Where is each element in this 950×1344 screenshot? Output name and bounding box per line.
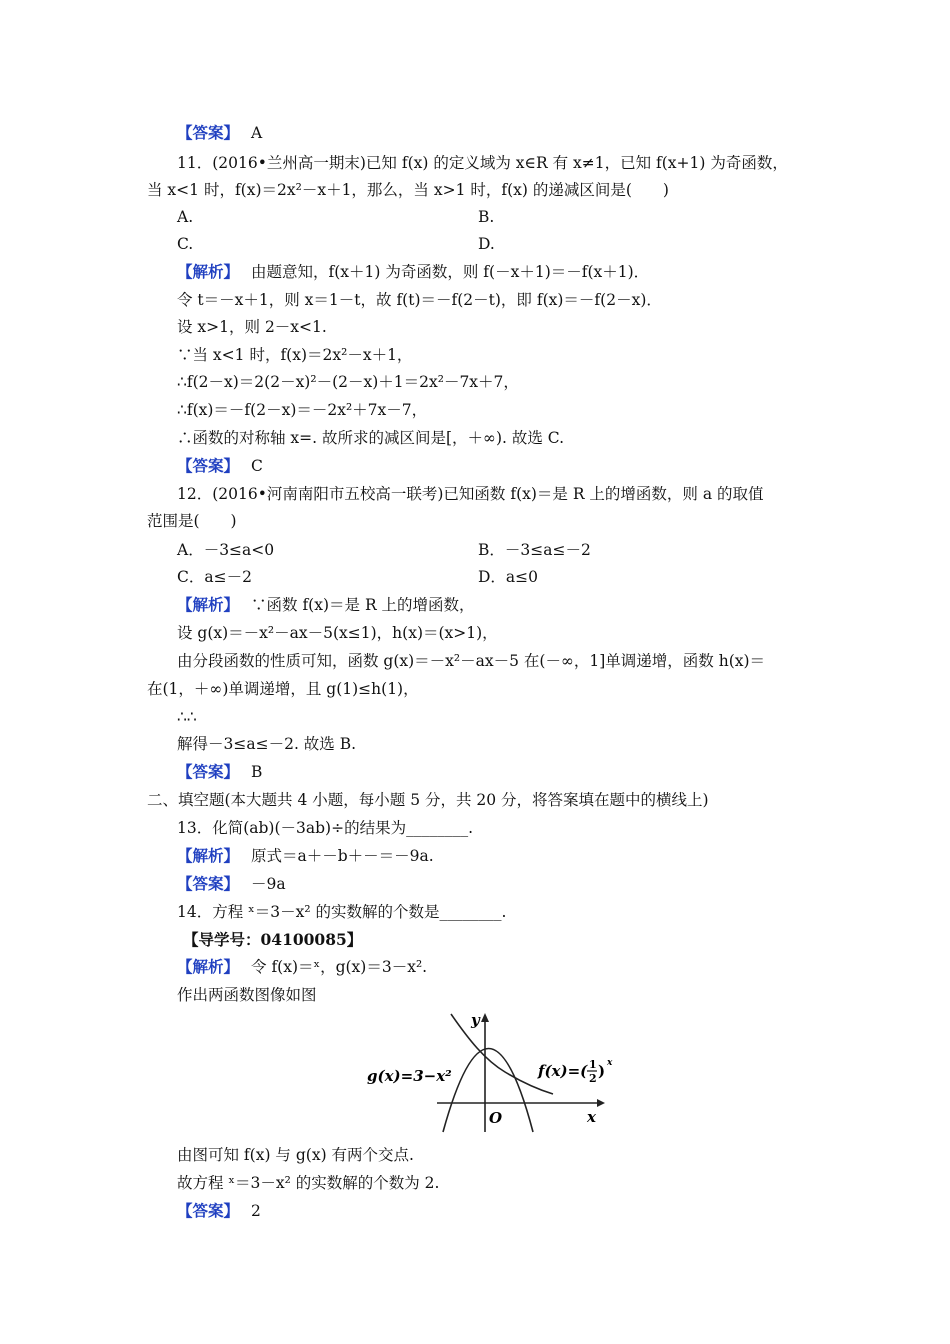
question-11-line-1: 11．(2016•兰州高一期末)已知 f(x) 的定义域为 x∈R 有 x≠1，已知 f(x+1) 为奇函数， [177,154,788,172]
option-11-d: D. [478,235,495,253]
question-12-line-2: 范围是( ) [147,512,237,530]
option-12-b: B．－3≤a≤－2 [478,541,591,559]
f-curve [451,1014,553,1094]
solution-11-line-6: ∴f(x)＝－f(2－x)＝－2x²＋7x－7， [177,401,428,419]
function-graph [365,1010,615,1135]
solution-14-line-2: 作出两函数图像如图 [177,986,317,1004]
f-label-exponent: x [607,1058,613,1068]
origin-label: O [489,1109,503,1127]
x-axis-label: x [587,1108,596,1126]
option-12-c: C．a≤－2 [177,568,252,586]
y-axis-label: y [471,1011,480,1029]
solution-11-line-7: ∴函数的对称轴 x=. 故所求的减区间是[，＋∞). 故选 C. [177,429,565,447]
g-curve [443,1049,533,1133]
answer-13: 【答案】 －9a [177,874,286,893]
solution-11-line-3: 设 x>1，则 2－x<1. [177,318,327,336]
f-label-numerator: 1 [589,1058,597,1071]
answer-11: 【答案】 C [177,456,263,475]
option-11-b: B. [478,208,495,226]
option-12-d: D．a≤0 [478,568,539,586]
solution-12-line-5: ∴∴ [177,708,197,726]
guide-number: 【导学号：04100085】 [183,930,363,949]
option-12-a: A．－3≤a<0 [177,541,275,559]
solution-12-line-1: 【解析】 ∵函数 f(x)＝是 R 上的增函数， [177,595,475,614]
question-13: 13．化简(ab)(－3ab)÷的结果为________. [177,819,474,837]
option-11-c: C. [177,235,194,253]
x-axis-arrow-icon [597,1099,605,1107]
solution-14-line-1: 【解析】 令 f(x)＝ˣ，g(x)＝3－x². [177,957,428,976]
question-12-line-1: 12．(2016•河南南阳市五校高一联考)已知函数 f(x)＝是 R 上的增函数，则 a 的取值 [177,485,764,503]
y-axis-arrow-icon [481,1013,489,1022]
solution-14-line-4: 故方程 ˣ＝3－x² 的实数解的个数为 2. [177,1174,440,1192]
answer-10: 【答案】 A [177,123,263,142]
solution-12-line-3: 由分段函数的性质可知，函数 g(x)＝－x²－ax－5 在(－∞，1]单调递增，函数 h(x)＝ [177,652,766,670]
f-label-close: ) [598,1062,606,1080]
answer-14: 【答案】 2 [177,1201,261,1220]
g-label: g(x)=3−x² [367,1067,452,1085]
solution-12-line-6: 解得－3≤a≤－2. 故选 B. [177,735,357,753]
solution-11-line-4: ∵当 x<1 时，f(x)＝2x²－x＋1， [177,346,413,364]
section-2-heading: 二、填空题(本大题共 4 小题，每小题 5 分，共 20 分，将答案填在题中的横线上) [147,791,709,809]
solution-11-line-5: ∴f(2－x)＝2(2－x)²－(2－x)＋1＝2x²－7x＋7， [177,373,519,391]
solution-12-line-2: 设 g(x)＝－x²－ax－5(x≤1)，h(x)＝(x>1)， [177,624,498,642]
f-label: f(x)=( [538,1062,588,1080]
solution-13: 【解析】 原式＝a＋－b＋－＝－9a. [177,846,434,865]
answer-12: 【答案】 B [177,762,263,781]
solution-12-line-4: 在(1，＋∞)单调递增，且 g(1)≤h(1)， [147,680,419,698]
solution-11-line-2: 令 t＝－x＋1，则 x＝1－t，故 f(t)＝－f(2－t)，即 f(x)＝－f(2－x)． [177,291,662,309]
question-14: 14．方程 ˣ＝3－x² 的实数解的个数是________. [177,903,507,921]
solution-11-line-1: 【解析】 由题意知，f(x＋1) 为奇函数，则 f(－x＋1)＝－f(x＋1)． [177,262,650,281]
solution-14-line-3: 由图可知 f(x) 与 g(x) 有两个交点. [177,1146,414,1164]
question-11-line-2: 当 x<1 时，f(x)＝2x²－x＋1，那么，当 x>1 时，f(x) 的递减区间是( ) [147,181,669,199]
option-11-a: A. [177,208,194,226]
f-label-denominator: 2 [589,1072,597,1085]
